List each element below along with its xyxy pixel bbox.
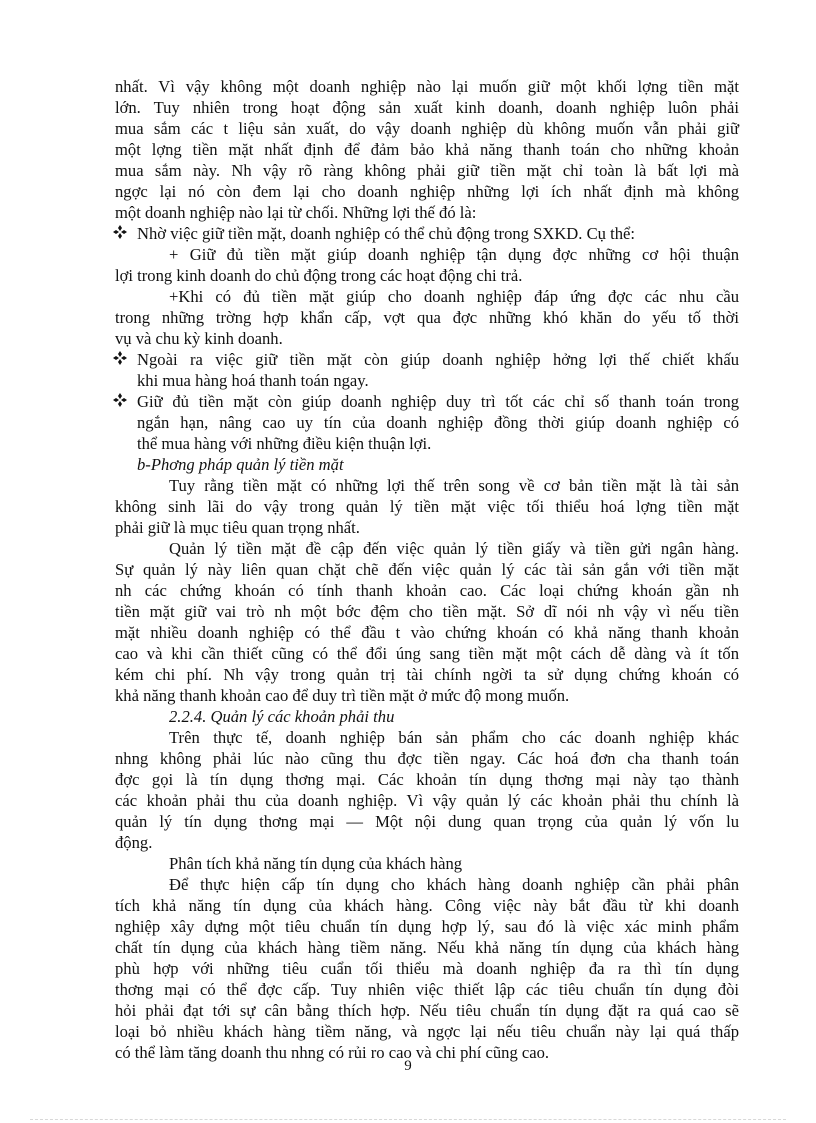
text-line: kém chi phí. Nh vậy trong quản trị tài chính ngời ta sử dụng chứng khoán có bbox=[115, 665, 739, 684]
bullet-text: khi mua hàng hoá thanh toán ngay. bbox=[137, 371, 369, 390]
diamond-bullet-icon bbox=[113, 393, 127, 407]
text-line: + Giữ đủ tiền mặt giúp doanh nghiệp tận dụng đợc những cơ hội thuận bbox=[169, 245, 739, 264]
text-line: nhng không phải lúc nào cũng thu đợc tiền ngay. Các hoá đơn cha thanh toán bbox=[115, 749, 739, 768]
text-line: chất tín dụng của khách hàng tiềm năng. Nếu khả năng tín dụng của khách hàng bbox=[115, 938, 739, 957]
text-line: lợi trong kinh doanh do chủ động trong các hoạt động chi trả. bbox=[115, 266, 523, 285]
diamond-bullet-icon bbox=[113, 351, 127, 365]
subheading: Phân tích khả năng tín dụng của khách hàng bbox=[169, 854, 463, 873]
bullet-text: Ngoài ra việc giữ tiền mặt còn giúp doanh nghiệp hởng lợi thế chiết khấu bbox=[137, 350, 739, 369]
text-line: tích khả năng tín dụng của khách hàng. Công việc này bắt đầu từ khi doanh bbox=[115, 896, 739, 915]
bullet-item bbox=[115, 391, 739, 457]
bullet-text: ngắn hạn, nâng cao uy tín của doanh nghiệp đồng thời giúp doanh nghiệp có bbox=[137, 413, 739, 432]
text-line: mua sắm các t liệu sản xuất, do vậy doanh nghiệp dù không muốn vẫn phải giữ bbox=[115, 119, 739, 138]
text-line: cao và khi cần thiết cũng có thể đổi úng sang tiền mặt một cách dễ dàng và ít tốn bbox=[115, 644, 739, 663]
text-line: không sinh lãi do vậy trong quản lý tiền mặt việc tối thiểu hoá lợng tiền mặt bbox=[115, 497, 739, 516]
text-line: động. bbox=[115, 833, 153, 852]
text-line: phải giữ là mục tiêu quan trọng nhất. bbox=[115, 518, 360, 537]
text-line: Tuy rằng tiền mặt có những lợi thế trên song về cơ bản tiền mặt là tài sản bbox=[169, 476, 739, 495]
text-line: Sự quản lý này liên quan chặt chẽ đến việc quản lý các tài sản gắn với tiền mặt bbox=[115, 560, 739, 579]
bullet-item bbox=[115, 349, 739, 393]
page-divider bbox=[30, 1119, 786, 1120]
text-line: loại bỏ nhiều khách hàng tiềm năng, và ngợc lại nếu tiêu chuẩn này lại quá thấp bbox=[115, 1022, 739, 1041]
bullet-text: Giữ đủ tiền mặt còn giúp doanh nghiệp duy trì tốt các chỉ số thanh toán trong bbox=[137, 392, 739, 411]
text-line: mua sắm này. Nh vậy rõ ràng không phải giữ tiền mặt chỉ toàn là bất lợi mà bbox=[115, 161, 739, 180]
text-line: quản lý tín dụng thơng mại — Một nội dung quan trọng của quản lý vốn lu bbox=[115, 812, 739, 831]
text-line: phù hợp với những tiêu cuẩn tối thiểu mà doanh nghiệp đa ra thì tín dụng bbox=[115, 959, 739, 978]
text-line: mặt nhiều doanh nghiệp có thể đầu t vào chứng khoán có khả năng thanh khoản bbox=[115, 623, 739, 642]
text-line: khả năng thanh khoản cao để duy trì tiền mặt ở mức độ mong muốn. bbox=[115, 686, 570, 705]
text-line: hỏi phải đạt tới sự cân bằng thích hợp. Nếu tiêu chuẩn tín dụng đặt ra quá cao sẽ bbox=[115, 1001, 739, 1020]
text-line: +Khi có đủ tiền mặt giúp cho doanh nghiệp đáp ứng đợc các nhu cầu bbox=[169, 287, 739, 306]
text-line: nh các chứng khoán có tính thanh khoản cao. Các loại chứng khoán gần nh bbox=[115, 581, 739, 600]
text-line: Quản lý tiền mặt đề cập đến việc quản lý tiền giấy và tiền gửi ngân hàng. bbox=[169, 539, 739, 558]
text-line: nghiệp xây dựng một tiêu chuẩn tín dụng hợp lý, sau đó là việc xác minh phẩm bbox=[115, 917, 739, 936]
bullet-item bbox=[115, 223, 739, 245]
text-line: vụ và chu kỳ kinh doanh. bbox=[115, 329, 283, 348]
bullet-text: Nhờ việc giữ tiền mặt, doanh nghiệp có thể chủ động trong SXKD. Cụ thể: bbox=[137, 224, 635, 243]
text-line: một doanh nghiệp nào lại từ chối. Những lợi thế đó là: bbox=[115, 203, 477, 222]
text-line: một lợng tiền mặt nhất định để đảm bảo khả năng thanh toán cho những khoản bbox=[115, 140, 739, 159]
text-line: Để thực hiện cấp tín dụng cho khách hàng doanh nghiệp cần phải phân bbox=[169, 875, 739, 894]
text-line: nhất. Vì vậy không một doanh nghiệp nào lại muốn giữ một khối lợng tiền mặt bbox=[115, 77, 739, 96]
section-heading: b-Phơng pháp quản lý tiền mặt bbox=[137, 455, 344, 474]
text-line: có thể làm tăng doanh thu nhng có rủi ro cao và chi phí cũng cao. bbox=[115, 1043, 550, 1062]
page-number: 9 bbox=[404, 1058, 412, 1074]
diamond-bullet-icon bbox=[113, 225, 127, 239]
text-line: tiền mặt giữ vai trò nh một bớc đệm cho tiền mặt. Sở dĩ nói nh vậy vì nếu tiền bbox=[115, 602, 739, 621]
text-line: trong những trờng hợp khẩn cấp, vợt qua đợc những khó khăn do yếu tố thời bbox=[115, 308, 739, 327]
bullet-text: thể mua hàng với những điều kiện thuận lợi. bbox=[137, 434, 432, 453]
text-line: Trên thực tế, doanh nghiệp bán sản phẩm cho các doanh nghiệp khác bbox=[169, 728, 739, 747]
section-heading: 2.2.4. Quản lý các khoản phải thu bbox=[169, 707, 395, 726]
text-line: ngợc lại nó còn đem lại cho doanh nghiệp những lợi ích nhất định mà không bbox=[115, 182, 739, 201]
text-line: các khoản phải thu của doanh nghiệp. Vì vậy quản lý các khoản phải thu chính là bbox=[115, 791, 739, 810]
text-line: thơng mại có thể đợc cấp. Tuy nhiên việc thiết lập các tiêu chuẩn tín dụng đòi bbox=[115, 980, 739, 999]
text-line: lớn. Tuy nhiên trong hoạt động sản xuất kinh doanh, doanh nghiệp luôn phải bbox=[115, 98, 739, 117]
text-line: đợc gọi là tín dụng thơng mại. Các khoản tín dụng thơng mại này tạo thành bbox=[115, 770, 739, 789]
